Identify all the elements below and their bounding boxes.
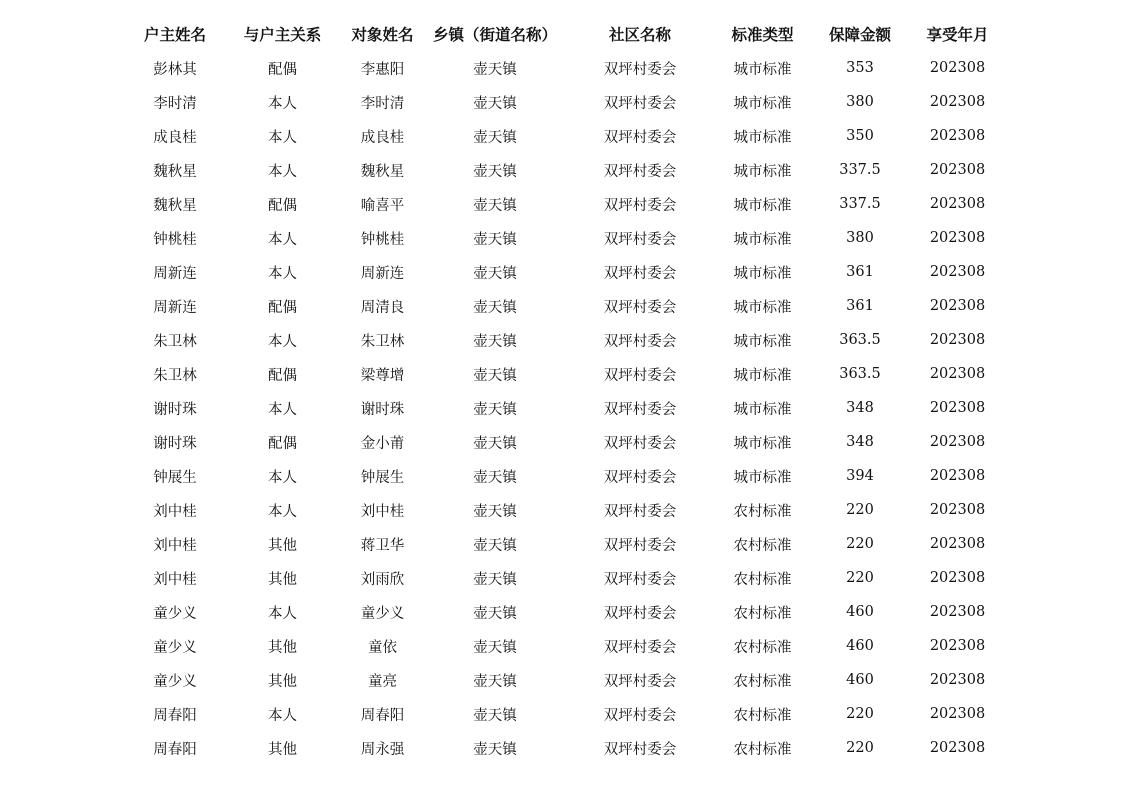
- header-standard-type: 标准类型: [731, 26, 794, 44]
- cell-relation-to-head: 本人: [268, 333, 297, 350]
- cell-month: 202308: [929, 604, 986, 620]
- cell-township: 壶天镇: [473, 673, 517, 690]
- cell-recipient-name: 魏秋星: [360, 163, 405, 180]
- cell-amount: 337.5: [839, 196, 881, 212]
- cell-township: 壶天镇: [473, 163, 517, 180]
- cell-month: 202308: [929, 638, 986, 654]
- cell-relation-to-head: 本人: [268, 231, 297, 248]
- cell-recipient-name: 成良桂: [360, 129, 405, 146]
- cell-community: 双坪村委会: [603, 197, 677, 214]
- cell-relation-to-head: 配偶: [268, 367, 297, 384]
- document-page: [120, 17, 1000, 765]
- cell-relation-to-head: 本人: [268, 265, 297, 282]
- cell-township: 壶天镇: [473, 129, 517, 146]
- cell-amount: 460: [846, 604, 874, 620]
- cell-township: 壶天镇: [473, 231, 517, 248]
- cell-relation-to-head: 其他: [268, 673, 297, 690]
- cell-recipient-name: 钟展生: [360, 469, 405, 486]
- cell-amount: 348: [846, 400, 874, 416]
- cell-standard-type: 城市标准: [733, 265, 792, 282]
- cell-amount: 460: [846, 672, 874, 688]
- cell-relation-to-head: 本人: [268, 401, 297, 418]
- cell-township: 壶天镇: [473, 537, 517, 554]
- cell-recipient-name: 钟桃桂: [360, 231, 405, 248]
- cell-community: 双坪村委会: [603, 61, 677, 78]
- cell-month: 202308: [929, 434, 986, 450]
- cell-township: 壶天镇: [473, 265, 517, 282]
- cell-amount: 380: [846, 94, 874, 110]
- header-amount: 保障金额: [828, 26, 891, 44]
- cell-standard-type: 城市标准: [733, 231, 792, 248]
- cell-relation-to-head: 本人: [268, 605, 297, 622]
- cell-relation-to-head: 配偶: [268, 61, 297, 78]
- cell-month: 202308: [929, 468, 986, 484]
- cell-household-head-name: 周新连: [153, 299, 197, 316]
- cell-standard-type: 农村标准: [733, 571, 792, 588]
- cell-standard-type: 农村标准: [733, 639, 792, 656]
- cell-amount: 363.5: [839, 366, 881, 382]
- cell-standard-type: 城市标准: [733, 401, 792, 418]
- cell-month: 202308: [929, 400, 986, 416]
- cell-standard-type: 农村标准: [733, 707, 792, 724]
- cell-community: 双坪村委会: [603, 367, 677, 384]
- cell-standard-type: 城市标准: [733, 129, 792, 146]
- table-row: [120, 221, 1000, 255]
- cell-standard-type: 农村标准: [733, 605, 792, 622]
- table-row: [120, 425, 1000, 459]
- cell-recipient-name: 童亮: [368, 673, 397, 690]
- cell-community: 双坪村委会: [603, 741, 677, 758]
- table-row: [120, 493, 1000, 527]
- cell-relation-to-head: 本人: [268, 95, 297, 112]
- cell-relation-to-head: 其他: [268, 639, 297, 656]
- cell-standard-type: 城市标准: [733, 163, 792, 180]
- cell-township: 壶天镇: [473, 197, 517, 214]
- cell-community: 双坪村委会: [603, 231, 677, 248]
- cell-community: 双坪村委会: [603, 435, 677, 452]
- cell-household-head-name: 魏秋星: [153, 197, 197, 214]
- table-row: [120, 357, 1000, 391]
- cell-amount: 350: [846, 128, 874, 144]
- cell-amount: 361: [846, 264, 874, 280]
- cell-month: 202308: [929, 230, 986, 246]
- cell-recipient-name: 周清良: [360, 299, 405, 316]
- cell-household-head-name: 周春阳: [153, 741, 197, 758]
- cell-household-head-name: 周春阳: [153, 707, 197, 724]
- cell-household-head-name: 谢时珠: [153, 435, 197, 452]
- cell-household-head-name: 谢时珠: [153, 401, 197, 418]
- cell-township: 壶天镇: [473, 61, 517, 78]
- cell-household-head-name: 童少义: [153, 639, 197, 656]
- table-row: [120, 595, 1000, 629]
- cell-household-head-name: 李时清: [153, 95, 197, 112]
- cell-household-head-name: 彭林其: [153, 61, 197, 78]
- cell-household-head-name: 刘中桂: [153, 503, 197, 520]
- cell-amount: 220: [846, 570, 874, 586]
- cell-community: 双坪村委会: [603, 401, 677, 418]
- table-row: [120, 561, 1000, 595]
- cell-month: 202308: [929, 706, 986, 722]
- table-row: [120, 663, 1000, 697]
- table-row: [120, 731, 1000, 765]
- cell-township: 壶天镇: [473, 333, 517, 350]
- cell-recipient-name: 李时清: [360, 95, 405, 112]
- cell-amount: 380: [846, 230, 874, 246]
- cell-month: 202308: [929, 264, 986, 280]
- cell-month: 202308: [929, 366, 986, 382]
- header-month: 享受年月: [926, 26, 989, 44]
- table-row: [120, 527, 1000, 561]
- table-row: [120, 153, 1000, 187]
- cell-month: 202308: [929, 94, 986, 110]
- cell-recipient-name: 金小莆: [360, 435, 405, 452]
- cell-relation-to-head: 配偶: [268, 299, 297, 316]
- cell-community: 双坪村委会: [603, 707, 677, 724]
- cell-recipient-name: 周春阳: [360, 707, 405, 724]
- cell-community: 双坪村委会: [603, 95, 677, 112]
- cell-community: 双坪村委会: [603, 605, 677, 622]
- header-recipient-name: 对象姓名: [351, 26, 414, 44]
- cell-household-head-name: 刘中桂: [153, 571, 197, 588]
- cell-standard-type: 农村标准: [733, 741, 792, 758]
- cell-month: 202308: [929, 196, 986, 212]
- cell-relation-to-head: 其他: [268, 571, 297, 588]
- cell-community: 双坪村委会: [603, 469, 677, 486]
- header-community: 社区名称: [608, 26, 671, 44]
- table-header-row: [120, 17, 1000, 51]
- cell-household-head-name: 钟桃桂: [153, 231, 197, 248]
- table-row: [120, 119, 1000, 153]
- cell-recipient-name: 李惠阳: [360, 61, 405, 78]
- table-row: [120, 51, 1000, 85]
- cell-community: 双坪村委会: [603, 673, 677, 690]
- header-township: 乡镇（街道名称）: [432, 26, 557, 44]
- cell-month: 202308: [929, 332, 986, 348]
- cell-township: 壶天镇: [473, 299, 517, 316]
- header-relation-to-head: 与户主关系: [243, 26, 322, 44]
- cell-recipient-name: 刘雨欣: [360, 571, 405, 588]
- table-row: [120, 323, 1000, 357]
- cell-household-head-name: 朱卫林: [153, 367, 197, 384]
- cell-household-head-name: 魏秋星: [153, 163, 197, 180]
- cell-recipient-name: 蒋卫华: [360, 537, 405, 554]
- table-row: [120, 629, 1000, 663]
- cell-amount: 348: [846, 434, 874, 450]
- cell-relation-to-head: 本人: [268, 129, 297, 146]
- cell-amount: 363.5: [839, 332, 881, 348]
- cell-relation-to-head: 本人: [268, 503, 297, 520]
- cell-household-head-name: 周新连: [153, 265, 197, 282]
- cell-amount: 460: [846, 638, 874, 654]
- cell-household-head-name: 钟展生: [153, 469, 197, 486]
- cell-township: 壶天镇: [473, 435, 517, 452]
- table-row: [120, 289, 1000, 323]
- cell-recipient-name: 刘中桂: [360, 503, 405, 520]
- cell-relation-to-head: 本人: [268, 469, 297, 486]
- cell-relation-to-head: 本人: [268, 163, 297, 180]
- cell-recipient-name: 周新连: [360, 265, 405, 282]
- cell-amount: 220: [846, 502, 874, 518]
- cell-standard-type: 农村标准: [733, 503, 792, 520]
- benefit-recipients-table: [120, 17, 1000, 765]
- cell-amount: 394: [846, 468, 874, 484]
- cell-township: 壶天镇: [473, 469, 517, 486]
- table-row: [120, 255, 1000, 289]
- cell-standard-type: 农村标准: [733, 673, 792, 690]
- cell-standard-type: 城市标准: [733, 95, 792, 112]
- cell-community: 双坪村委会: [603, 129, 677, 146]
- cell-household-head-name: 成良桂: [153, 129, 197, 146]
- cell-community: 双坪村委会: [603, 639, 677, 656]
- cell-township: 壶天镇: [473, 605, 517, 622]
- cell-community: 双坪村委会: [603, 265, 677, 282]
- cell-amount: 353: [846, 60, 874, 76]
- table-body: [120, 51, 1000, 765]
- cell-standard-type: 农村标准: [733, 537, 792, 554]
- cell-relation-to-head: 配偶: [268, 435, 297, 452]
- table-row: [120, 697, 1000, 731]
- cell-month: 202308: [929, 672, 986, 688]
- cell-household-head-name: 刘中桂: [153, 537, 197, 554]
- cell-recipient-name: 谢时珠: [360, 401, 405, 418]
- cell-month: 202308: [929, 162, 986, 178]
- cell-recipient-name: 梁尊增: [360, 367, 405, 384]
- cell-standard-type: 城市标准: [733, 435, 792, 452]
- table-row: [120, 391, 1000, 425]
- cell-amount: 337.5: [839, 162, 881, 178]
- cell-standard-type: 城市标准: [733, 299, 792, 316]
- cell-month: 202308: [929, 502, 986, 518]
- cell-relation-to-head: 其他: [268, 537, 297, 554]
- cell-household-head-name: 朱卫林: [153, 333, 197, 350]
- cell-month: 202308: [929, 128, 986, 144]
- cell-household-head-name: 童少义: [153, 605, 197, 622]
- cell-recipient-name: 喻喜平: [360, 197, 405, 214]
- cell-standard-type: 城市标准: [733, 197, 792, 214]
- cell-township: 壶天镇: [473, 367, 517, 384]
- cell-recipient-name: 童少义: [360, 605, 405, 622]
- cell-month: 202308: [929, 298, 986, 314]
- cell-month: 202308: [929, 570, 986, 586]
- cell-township: 壶天镇: [473, 401, 517, 418]
- cell-relation-to-head: 配偶: [268, 197, 297, 214]
- cell-amount: 220: [846, 536, 874, 552]
- table-row: [120, 85, 1000, 119]
- cell-community: 双坪村委会: [603, 503, 677, 520]
- cell-community: 双坪村委会: [603, 163, 677, 180]
- cell-community: 双坪村委会: [603, 571, 677, 588]
- cell-township: 壶天镇: [473, 571, 517, 588]
- cell-township: 壶天镇: [473, 639, 517, 656]
- header-household-head-name: 户主姓名: [143, 26, 206, 44]
- cell-recipient-name: 周永强: [360, 741, 405, 758]
- cell-amount: 361: [846, 298, 874, 314]
- cell-month: 202308: [929, 740, 986, 756]
- cell-community: 双坪村委会: [603, 537, 677, 554]
- cell-amount: 220: [846, 740, 874, 756]
- table-row: [120, 459, 1000, 493]
- cell-standard-type: 城市标准: [733, 61, 792, 78]
- cell-township: 壶天镇: [473, 707, 517, 724]
- cell-township: 壶天镇: [473, 95, 517, 112]
- cell-recipient-name: 朱卫林: [360, 333, 405, 350]
- cell-community: 双坪村委会: [603, 299, 677, 316]
- cell-township: 壶天镇: [473, 741, 517, 758]
- cell-month: 202308: [929, 536, 986, 552]
- cell-standard-type: 城市标准: [733, 367, 792, 384]
- cell-relation-to-head: 其他: [268, 741, 297, 758]
- cell-standard-type: 城市标准: [733, 333, 792, 350]
- cell-township: 壶天镇: [473, 503, 517, 520]
- cell-amount: 220: [846, 706, 874, 722]
- cell-community: 双坪村委会: [603, 333, 677, 350]
- cell-household-head-name: 童少义: [153, 673, 197, 690]
- cell-standard-type: 城市标准: [733, 469, 792, 486]
- cell-recipient-name: 童依: [368, 639, 397, 656]
- cell-month: 202308: [929, 60, 986, 76]
- cell-relation-to-head: 本人: [268, 707, 297, 724]
- table-row: [120, 187, 1000, 221]
